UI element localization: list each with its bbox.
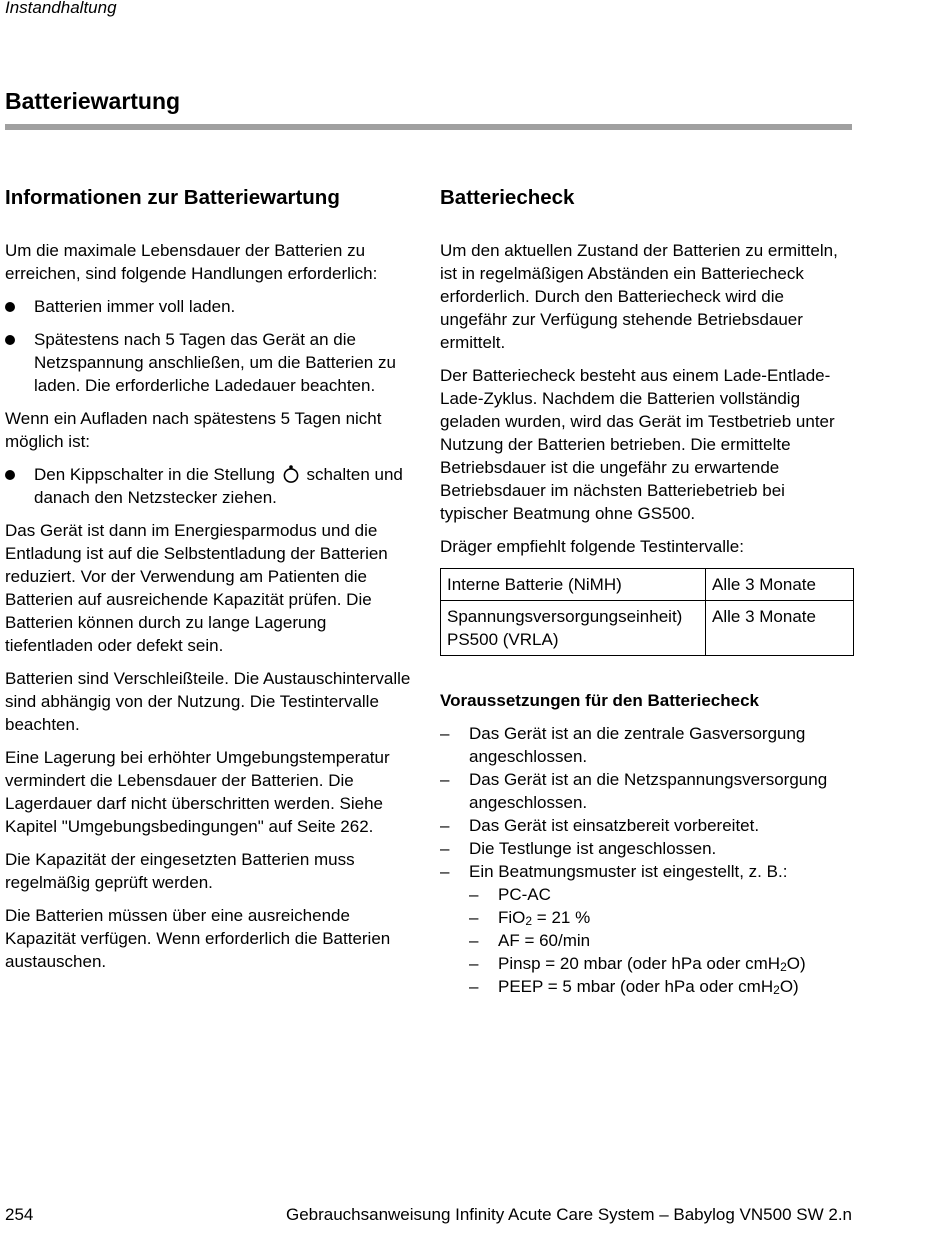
list-item [469,975,853,998]
list-item [469,883,853,906]
list-item-text: Batterien immer voll laden. [34,297,236,316]
left-paragraph: Batterien sind Verschleißteile. Die Austauschintervalle sind abhängig von der Nutzung. Die Testintervalle beachten. [5,669,411,734]
left-heading: Informationen zur Batteriewartung [5,186,340,209]
right-paragraph: Dräger empfiehlt folgende Testintervalle: [440,537,744,556]
list-item-text: PC-AC [498,885,551,904]
dash-marker: – [440,724,450,743]
list-item-text: Die Testlunge ist angeschlossen. [469,839,717,858]
list-item-text: Das Gerät ist an die zentrale Gasversorgung angeschlossen. [469,724,806,766]
list-item [5,328,415,397]
list-item-text: O) [779,977,799,996]
list-item [469,906,853,929]
page-number: 254 [5,1205,34,1224]
table-cell: Interne Batterie (NiMH) [441,569,706,601]
left-intro: Um die maximale Lebensdauer der Batterien zu erreichen, sind folgende Handlungen erforderlich: [5,241,378,283]
list-item [440,837,853,860]
list-item-text: = 21 % [532,908,591,927]
list-item-text: Spätestens nach 5 Tagen das Gerät an die Netzspannung anschließen, um die Batterien zu laden. Die erforderliche Ladedauer beachten. [34,330,396,395]
subscript: 2 [773,983,780,997]
list-item [440,768,853,814]
subscript: 2 [525,914,533,928]
right-paragraph: Der Batteriecheck besteht aus einem Lade-Entlade-Lade-Zyklus. Nachdem die Batterien vollständig geladen wurden, wird das Gerät im Testbetrieb unter Nutzung der Batterien betrieben. Die ermittelte Betriebsdauer ist die ungefähr zu erwartende Betriebsdauer im nächsten Batteriebetrieb bei typischer Beatmung ohne GS500. [440,366,835,523]
section-divider [5,124,852,130]
prerequisites-list [440,722,853,998]
list-item-text: PEEP = 5 mbar (oder hPa oder cmH [498,977,774,996]
list-item-text: Ein Beatmungsmuster ist eingestellt, z. B.: [469,862,788,881]
left-paragraph: Eine Lagerung bei erhöhter Umgebungstemperatur vermindert die Lebensdauer der Batterien. Die Lagerdauer darf nicht überschritten werden. Siehe Kapitel "Umgebungsbedingungen" auf Seite 262. [5,748,390,836]
left-column [5,183,415,983]
list-item-text: schalten und danach den Netzstecker ziehen. [34,465,403,507]
left-paragraph: Die Kapazität der eingesetzten Batterien muss regelmäßig geprüft werden. [5,850,355,892]
test-interval-table [440,568,854,656]
standby-switch-icon [282,465,300,483]
subscript: 2 [780,960,787,974]
table-cell: Spannungsversorgungseinheit) PS500 (VRLA) [441,601,706,656]
dash-marker: – [469,954,479,973]
dash-marker: – [440,862,450,881]
list-item [469,929,853,952]
list-item [440,860,853,998]
list-item-text: Pinsp = 20 mbar (oder hPa oder cmH [498,954,781,973]
right-heading: Batteriecheck [440,186,575,209]
dash-marker: – [469,931,479,950]
left-paragraph: Die Batterien müssen über eine ausreichende Kapazität verfügen. Wenn erforderlich die Batterien austauschen. [5,906,391,971]
table-cell: Alle 3 Monate [706,601,854,656]
dash-marker: – [440,816,450,835]
dash-marker: – [469,977,479,996]
table-row [441,569,854,601]
running-head: Instandhaltung [5,0,117,17]
list-item [5,463,415,509]
list-item-text: Den Kippschalter in die Stellung [34,465,275,484]
left-paragraph: Das Gerät ist dann im Energiesparmodus und die Entladung ist auf die Selbstentladung der Batterien reduziert. Vor der Verwendung am Patienten die Batterien auf ausreichende Kapazität prüfen. Die Batterien können durch zu lange Lagerung tiefentladen oder defekt sein. [5,521,388,655]
list-item [440,814,853,837]
bullet-icon [5,470,15,480]
list-item-text: Das Gerät ist an die Netzspannungsversorgung angeschlossen. [469,770,828,812]
dash-marker: – [469,885,479,904]
list-item-text: O) [786,954,806,973]
dash-marker: – [440,770,450,789]
dash-marker: – [440,839,450,858]
ventilation-pattern-list [469,883,853,998]
bullet-list [5,463,415,509]
bullet-icon [5,302,15,312]
prerequisites-heading: Voraussetzungen für den Batteriecheck [440,691,759,710]
right-column [440,183,853,998]
list-item [469,952,853,975]
bullet-icon [5,335,15,345]
list-item [440,722,853,768]
section-title: Batteriewartung [5,88,181,114]
list-item-text: FiO [498,908,526,927]
right-paragraph: Um den aktuellen Zustand der Batterien zu ermitteln, ist in regelmäßigen Abständen ein Batteriecheck erforderlich. Durch den Batteriecheck wird die ungefähr zur Verfügung stehende Betriebsdauer ermittelt. [440,241,838,352]
left-paragraph: Wenn ein Aufladen nach spätestens 5 Tagen nicht möglich ist: [5,409,382,451]
list-item-text: AF = 60/min [498,931,591,950]
table-row [441,601,854,656]
list-item-text: Das Gerät ist einsatzbereit vorbereitet. [469,816,760,835]
table-cell: Alle 3 Monate [706,569,854,601]
dash-marker: – [469,908,479,927]
list-item [5,295,415,318]
bullet-list [5,295,415,397]
footer-title: Gebrauchsanweisung Infinity Acute Care System – Babylog VN500 SW 2.n [285,1205,852,1224]
